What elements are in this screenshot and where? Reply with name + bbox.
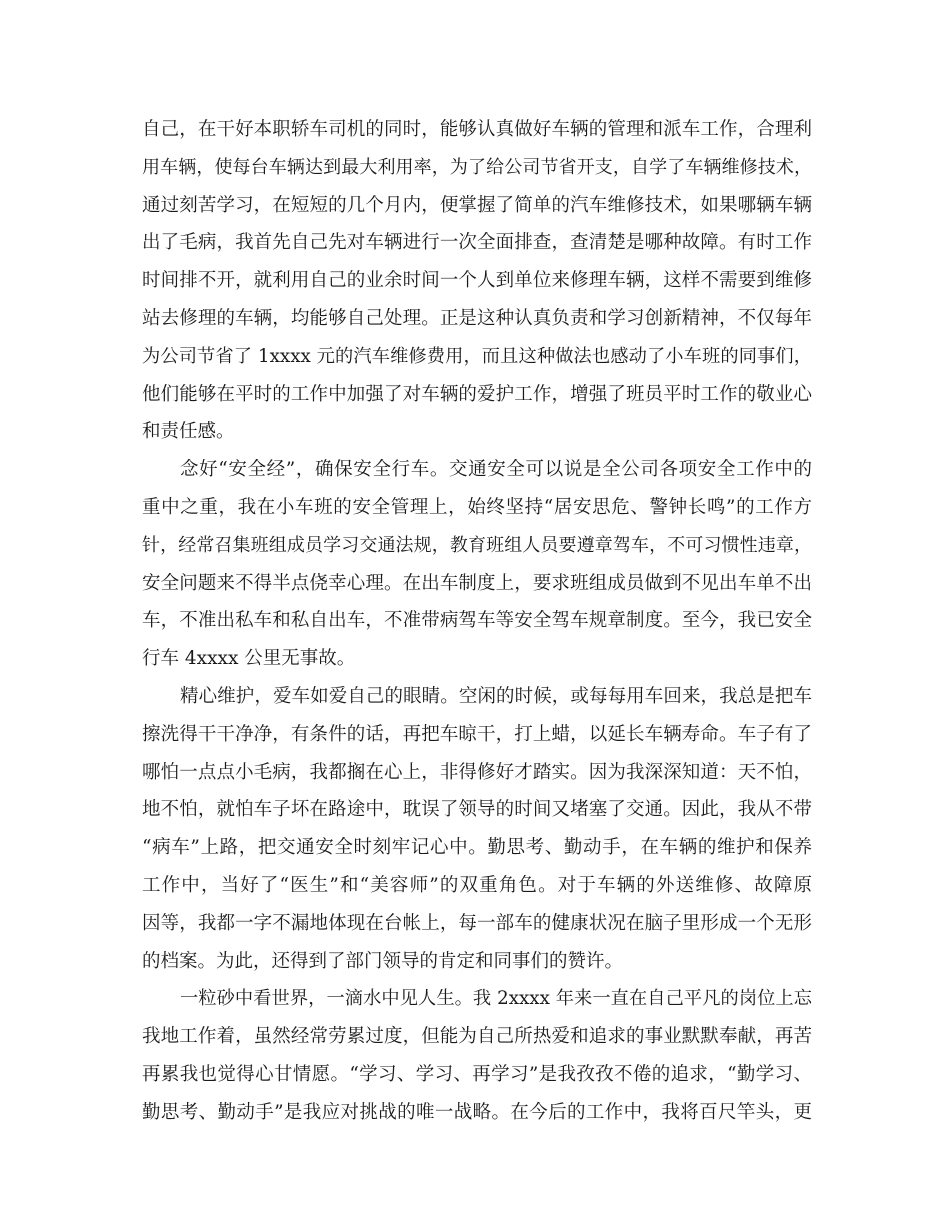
paragraph-1 — [142, 111, 832, 451]
text-line: “病车”上路，把交通安全时刻牢记心中。勤思考、勤动手，在车辆的维护和保养 — [142, 837, 812, 859]
text-line: 再累我也觉得心甘情愿。“学习、学习、再学习”是我孜孜不倦的追求，“勤学习、 — [142, 1063, 812, 1085]
text-line: 我地工作着，虽然经常劳累过度，但能为自己所热爱和追求的事业默默奉献，再苦 — [142, 1026, 812, 1048]
text-line: 哪怕一点点小毛病，我都搁在心上，非得修好才踏实。因为我深深知道：天不怕， — [142, 761, 812, 783]
text-line: 的档案。为此，还得到了部门领导的肯定和同事们的赞许。 — [142, 950, 624, 972]
text-line: 出了毛病，我首先自己先对车辆进行一次全面排查，查清楚是哪种故障。有时工作 — [142, 232, 812, 254]
paragraph-4 — [142, 980, 832, 1131]
text-line: 擦洗得干干净净，有条件的话，再把车晾干，打上蜡，以延长车辆寿命。车子有了 — [142, 723, 812, 745]
text-line: 安全问题来不得半点侥幸心理。在出车制度上，要求班组成员做到不见出车单不出 — [142, 572, 812, 594]
text-line: 站去修理的车辆，均能够自己处理。正是这种认真负责和学习创新精神，不仅每年 — [142, 307, 812, 329]
text-line: 工作中，当好了“医生”和“美容师”的双重角色。对于车辆的外送维修、故障原 — [142, 874, 812, 896]
text-line: 地不怕，就怕车子坏在路途中，耽误了领导的时间又堵塞了交通。因此，我从不带 — [142, 799, 812, 821]
text-line: 车，不准出私车和私自出车，不准带病驾车等安全驾车规章制度。至今，我已安全 — [142, 610, 812, 632]
text-line: 重中之重，我在小车班的安全管理上，始终坚持“居安思危、警钟长鸣”的工作方 — [142, 496, 812, 518]
paragraph-3 — [142, 678, 832, 980]
text-line: 用车辆，使每台车辆达到最大利用率，为了给公司节省开支，自学了车辆维修技术， — [142, 156, 812, 178]
text-line: 为公司节省了 1xxxx 元的汽车维修费用，而且这种做法也感动了小车班的同事们， — [142, 345, 812, 367]
text-line: 念好“安全经”，确保安全行车。交通安全可以说是全公司各项安全工作中的 — [180, 459, 812, 481]
text-line: 他们能够在平时的工作中加强了对车辆的爱护工作，增强了班员平时工作的敬业心 — [142, 383, 812, 405]
document-body — [142, 111, 832, 1132]
text-line: 和责任感。 — [142, 421, 235, 443]
text-line: 因等，我都一字不漏地体现在台帐上，每一部车的健康状况在脑子里形成一个无形 — [142, 912, 812, 934]
text-line: 精心维护，爱车如爱自己的眼睛。空闲的时候，或每每用车回来，我总是把车 — [180, 685, 812, 707]
text-line: 勤思考、勤动手”是我应对挑战的唯一战略。在今后的工作中，我将百尺竿头，更 — [142, 1101, 812, 1123]
text-line: 时间排不开，就利用自己的业余时间一个人到单位来修理车辆，这样不需要到维修 — [142, 270, 812, 292]
text-line: 针，经常召集班组成员学习交通法规，教育班组人员要遵章驾车，不可习惯性违章， — [142, 534, 812, 556]
text-line: 通过刻苦学习，在短短的几个月内，便掌握了简单的汽车维修技术，如果哪辆车辆 — [142, 194, 812, 216]
text-line: 自己，在干好本职轿车司机的同时，能够认真做好车辆的管理和派车工作，合理利 — [142, 119, 812, 140]
text-line: 行车 4xxxx 公里无事故。 — [142, 648, 356, 670]
text-line: 一粒砂中看世界，一滴水中见人生。我 2xxxx 年来一直在自己平凡的岗位上忘 — [180, 988, 812, 1010]
paragraph-2 — [142, 451, 832, 678]
